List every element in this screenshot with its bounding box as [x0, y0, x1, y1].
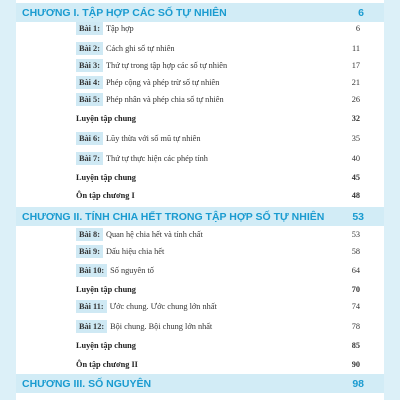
- lesson-title: Phép cộng và phép trừ số tự nhiên: [105, 78, 220, 87]
- lesson-number-badge: Bài 5:: [76, 93, 103, 106]
- toc-lesson-entry[interactable]: [76, 91, 374, 108]
- review-title: Luyện tập chung: [76, 285, 136, 294]
- review-title: Ôn tập chương II: [76, 360, 138, 369]
- toc-lesson-entry[interactable]: [76, 318, 374, 335]
- lesson-number-badge: Bài 2:: [76, 42, 103, 55]
- review-page-number: 32: [351, 114, 360, 123]
- review-page-number: 85: [351, 341, 360, 350]
- lesson-title: Quan hệ chia hết và tính chất: [105, 230, 203, 239]
- review-page-number: 70: [351, 285, 360, 294]
- lesson-number-badge: Bài 8:: [76, 228, 103, 241]
- review-title: Luyện tập chung: [76, 173, 136, 182]
- review-title: Luyện tập chung: [76, 341, 136, 350]
- toc-review-entry[interactable]: [76, 110, 374, 127]
- chapter-title: CHƯƠNG III. SỐ NGUYÊN: [22, 377, 152, 390]
- chapter-title: CHƯƠNG I. TẬP HỢP CÁC SỐ TỰ NHIÊN: [22, 6, 227, 19]
- lesson-page-number: 21: [351, 78, 360, 87]
- lesson-title: Dấu hiệu chia hết: [105, 247, 165, 256]
- toc-lesson-entry[interactable]: [76, 298, 374, 315]
- toc-lesson-entry[interactable]: [76, 150, 374, 167]
- lesson-number-badge: Bài 7:: [76, 152, 103, 165]
- lesson-number-badge: Bài 1:: [76, 22, 103, 35]
- toc-lesson-entry[interactable]: [76, 74, 374, 91]
- toc-review-entry[interactable]: [76, 356, 374, 373]
- lesson-number-badge: Bài 12:: [76, 320, 107, 333]
- left-decorative-margin: [0, 0, 16, 400]
- toc-review-entry[interactable]: [76, 337, 374, 354]
- lesson-number-badge: Bài 4:: [76, 76, 103, 89]
- lesson-title: Số nguyên tố: [110, 266, 154, 275]
- toc-chapter-heading[interactable]: [16, 374, 384, 393]
- chapter-title: CHƯƠNG II. TÍNH CHIA HẾT TRONG TẬP HỢP SỐ TỰ NHIÊN: [22, 210, 325, 223]
- lesson-page-number: 74: [351, 302, 360, 311]
- lesson-title: Cách ghi số tự nhiên: [105, 44, 175, 53]
- toc-lesson-entry[interactable]: [76, 226, 374, 243]
- lesson-number-badge: Bài 3:: [76, 59, 103, 72]
- lesson-page-number: 11: [352, 44, 360, 53]
- review-page-number: 45: [351, 173, 360, 182]
- lesson-page-number: 78: [351, 322, 360, 331]
- review-title: Ôn tập chương I: [76, 191, 135, 200]
- lesson-page-number: 58: [351, 247, 360, 256]
- lesson-title: Lũy thừa với số mũ tự nhiên: [105, 134, 201, 143]
- lesson-page-number: 35: [351, 134, 360, 143]
- lesson-page-number: 17: [351, 61, 360, 70]
- toc-lesson-entry[interactable]: [76, 40, 374, 57]
- toc-lesson-entry[interactable]: [76, 130, 374, 147]
- review-title: Luyện tập chung: [76, 114, 136, 123]
- toc-lesson-entry[interactable]: [76, 243, 374, 260]
- lesson-number-badge: Bài 10:: [76, 264, 107, 277]
- lesson-page-number: 26: [351, 95, 360, 104]
- lesson-page-number: 6: [355, 24, 360, 33]
- lesson-number-badge: Bài 11:: [76, 300, 107, 313]
- chapter-page-number: 53: [352, 210, 364, 223]
- toc-chapter-heading[interactable]: [16, 207, 384, 226]
- lesson-title: Thứ tự thực hiện các phép tính: [105, 154, 208, 163]
- right-decorative-margin: [384, 0, 400, 400]
- toc-review-entry[interactable]: [76, 187, 374, 204]
- toc-lesson-entry[interactable]: [76, 57, 374, 74]
- lesson-page-number: 64: [351, 266, 360, 275]
- review-page-number: 90: [351, 360, 360, 369]
- lesson-title: Bội chung. Bội chung lớn nhất: [110, 322, 213, 331]
- lesson-page-number: 53: [351, 230, 360, 239]
- chapter-page-number: 98: [352, 377, 364, 390]
- lesson-number-badge: Bài 6:: [76, 132, 103, 145]
- toc-review-entry[interactable]: [76, 169, 374, 186]
- toc-review-entry[interactable]: [76, 281, 374, 298]
- review-page-number: 48: [351, 191, 360, 200]
- lesson-title: Ước chung. Ước chung lớn nhất: [109, 302, 217, 311]
- lesson-page-number: 40: [351, 154, 360, 163]
- lesson-number-badge: Bài 9:: [76, 245, 103, 258]
- lesson-title: Phép nhân và phép chia số tự nhiên: [105, 95, 224, 104]
- toc-lesson-entry[interactable]: [76, 262, 374, 279]
- toc-lesson-entry[interactable]: [76, 20, 374, 37]
- lesson-title: Thứ tự trong tập hợp các số tự nhiên: [105, 61, 228, 70]
- lesson-title: Tập hợp: [105, 24, 134, 33]
- chapter-page-number: 6: [358, 6, 364, 19]
